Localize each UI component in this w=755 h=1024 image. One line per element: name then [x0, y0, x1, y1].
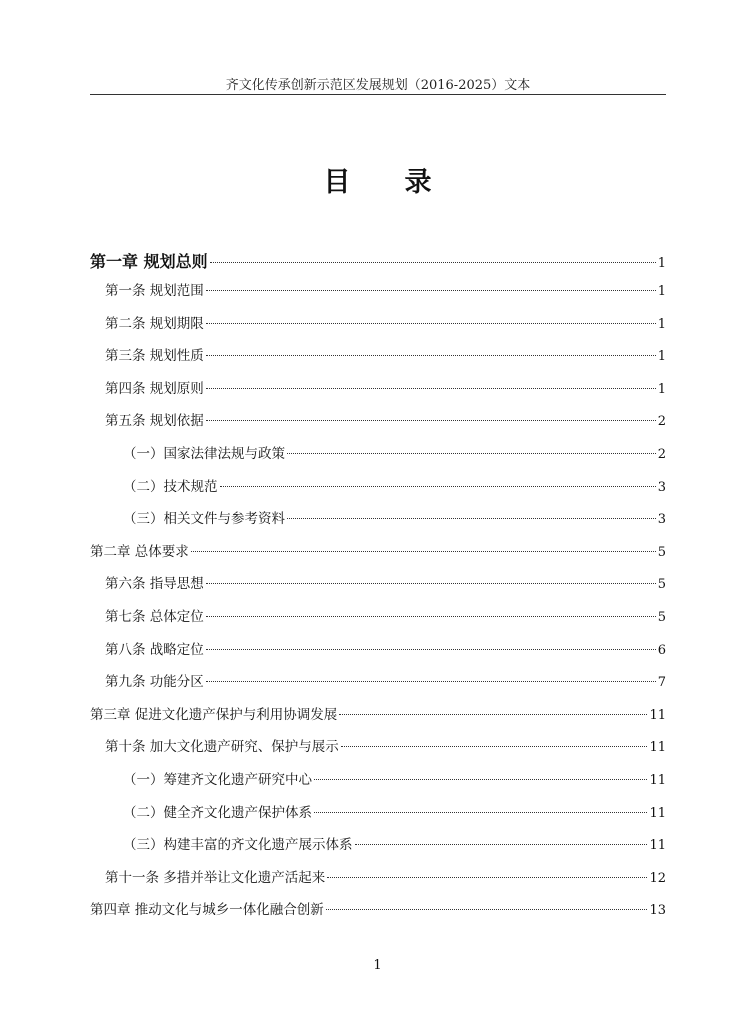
- toc-entry-subsection[interactable]: [90, 829, 666, 862]
- toc-entry-text: 第四章 推动文化与城乡一体化融合创新: [90, 902, 324, 919]
- toc-entry-text: 第八条 战略定位: [105, 641, 204, 658]
- toc-entry-page: 3: [657, 479, 666, 495]
- dot-leader: [287, 453, 656, 454]
- toc-entry-chapter-1[interactable]: [90, 248, 666, 275]
- dot-leader: [210, 262, 656, 263]
- dot-leader: [206, 616, 656, 617]
- toc-entry-text: 第一章 规划总则: [90, 252, 208, 271]
- dot-leader: [206, 649, 656, 650]
- toc-entry-text: （二）健全齐文化遗产保护体系: [123, 804, 312, 821]
- toc-entry-page: 1: [657, 256, 666, 271]
- toc-entry-subsection[interactable]: [90, 503, 666, 536]
- toc-entry-article-10[interactable]: [90, 731, 666, 764]
- page-header: 齐文化传承创新示范区发展规划（2016-2025）文本: [225, 78, 531, 93]
- toc-entry-page: 13: [649, 903, 666, 919]
- dot-leader: [206, 583, 656, 584]
- toc-entry-chapter-2[interactable]: [90, 536, 666, 569]
- dot-leader: [220, 486, 656, 487]
- dot-leader: [314, 779, 647, 780]
- toc-entry-article-3[interactable]: [90, 340, 666, 373]
- dot-leader: [206, 681, 656, 682]
- toc-entry-text: 第十条 加大文化遗产研究、保护与展示: [105, 739, 339, 756]
- toc-title: 目录: [323, 167, 486, 198]
- toc-entry-page: 1: [657, 284, 666, 299]
- toc-entry-page: 5: [657, 577, 666, 593]
- toc-entry-page: 6: [657, 642, 666, 658]
- toc-entry-article-11[interactable]: [90, 862, 666, 895]
- page-number: 1: [373, 958, 382, 973]
- toc-entry-text: （三）构建丰富的齐文化遗产展示体系: [123, 837, 353, 854]
- toc-entry-page: 3: [657, 512, 666, 528]
- table-of-contents: [90, 248, 666, 927]
- toc-entry-text: 第四条 规划原则: [105, 380, 204, 397]
- toc-entry-article-1[interactable]: [90, 275, 666, 308]
- toc-entry-article-6[interactable]: [90, 568, 666, 601]
- toc-entry-text: 第二章 总体要求: [90, 543, 189, 560]
- toc-entry-page: 11: [649, 805, 666, 821]
- toc-entry-article-8[interactable]: [90, 634, 666, 667]
- toc-entry-page: 5: [657, 544, 666, 560]
- dot-leader: [339, 714, 647, 715]
- dot-leader: [206, 388, 656, 389]
- header-rule: [90, 94, 666, 95]
- toc-entry-article-2[interactable]: [90, 308, 666, 341]
- dot-leader: [326, 909, 648, 910]
- dot-leader: [314, 812, 647, 813]
- dot-leader: [206, 355, 656, 356]
- toc-entry-page: 1: [657, 349, 666, 365]
- toc-entry-article-4[interactable]: [90, 373, 666, 406]
- dot-leader: [191, 551, 656, 552]
- toc-entry-page: 1: [657, 381, 666, 397]
- toc-entry-article-7[interactable]: [90, 601, 666, 634]
- toc-entry-page: 7: [657, 675, 666, 691]
- toc-entry-page: 11: [649, 772, 666, 788]
- toc-entry-text: 第五条 规划依据: [105, 413, 204, 430]
- dot-leader: [355, 844, 648, 845]
- dot-leader: [206, 323, 656, 324]
- toc-entry-text: 第三章 促进文化遗产保护与利用协调发展: [90, 706, 338, 723]
- toc-entry-page: 11: [649, 740, 666, 756]
- toc-entry-text: 第二条 规划期限: [105, 315, 204, 332]
- dot-leader: [287, 518, 656, 519]
- dot-leader: [327, 877, 647, 878]
- toc-entry-text: （一）筹建齐文化遗产研究中心: [123, 771, 312, 788]
- toc-entry-text: 第三条 规划性质: [105, 348, 204, 365]
- dot-leader: [206, 420, 656, 421]
- toc-entry-page: 2: [657, 414, 666, 430]
- toc-entry-article-5[interactable]: [90, 405, 666, 438]
- toc-entry-page: 5: [657, 609, 666, 625]
- toc-entry-page: 12: [649, 870, 666, 886]
- dot-leader: [341, 746, 648, 747]
- toc-entry-subsection[interactable]: [90, 764, 666, 797]
- toc-entry-text: （三）相关文件与参考资料: [123, 511, 285, 528]
- toc-entry-text: 第十一条 多措并举让文化遗产活起来: [105, 869, 326, 886]
- toc-entry-page: 1: [657, 316, 666, 332]
- toc-entry-chapter-4[interactable]: [90, 894, 666, 927]
- toc-entry-subsection[interactable]: [90, 471, 666, 504]
- toc-entry-page: 11: [649, 707, 666, 723]
- toc-entry-text: （一）国家法律法规与政策: [123, 445, 285, 462]
- toc-entry-page: 2: [657, 446, 666, 462]
- toc-entry-chapter-3[interactable]: [90, 699, 666, 732]
- toc-entry-text: 第一条 规划范围: [105, 283, 204, 299]
- toc-entry-subsection[interactable]: [90, 797, 666, 830]
- toc-entry-page: 11: [649, 838, 666, 854]
- toc-entry-text: 第九条 功能分区: [105, 674, 204, 691]
- dot-leader: [206, 290, 656, 291]
- toc-entry-article-9[interactable]: [90, 666, 666, 699]
- toc-entry-text: 第六条 指导思想: [105, 576, 204, 593]
- toc-entry-subsection[interactable]: [90, 438, 666, 471]
- toc-entry-text: （二）技术规范: [123, 478, 218, 495]
- toc-entry-text: 第七条 总体定位: [105, 608, 204, 625]
